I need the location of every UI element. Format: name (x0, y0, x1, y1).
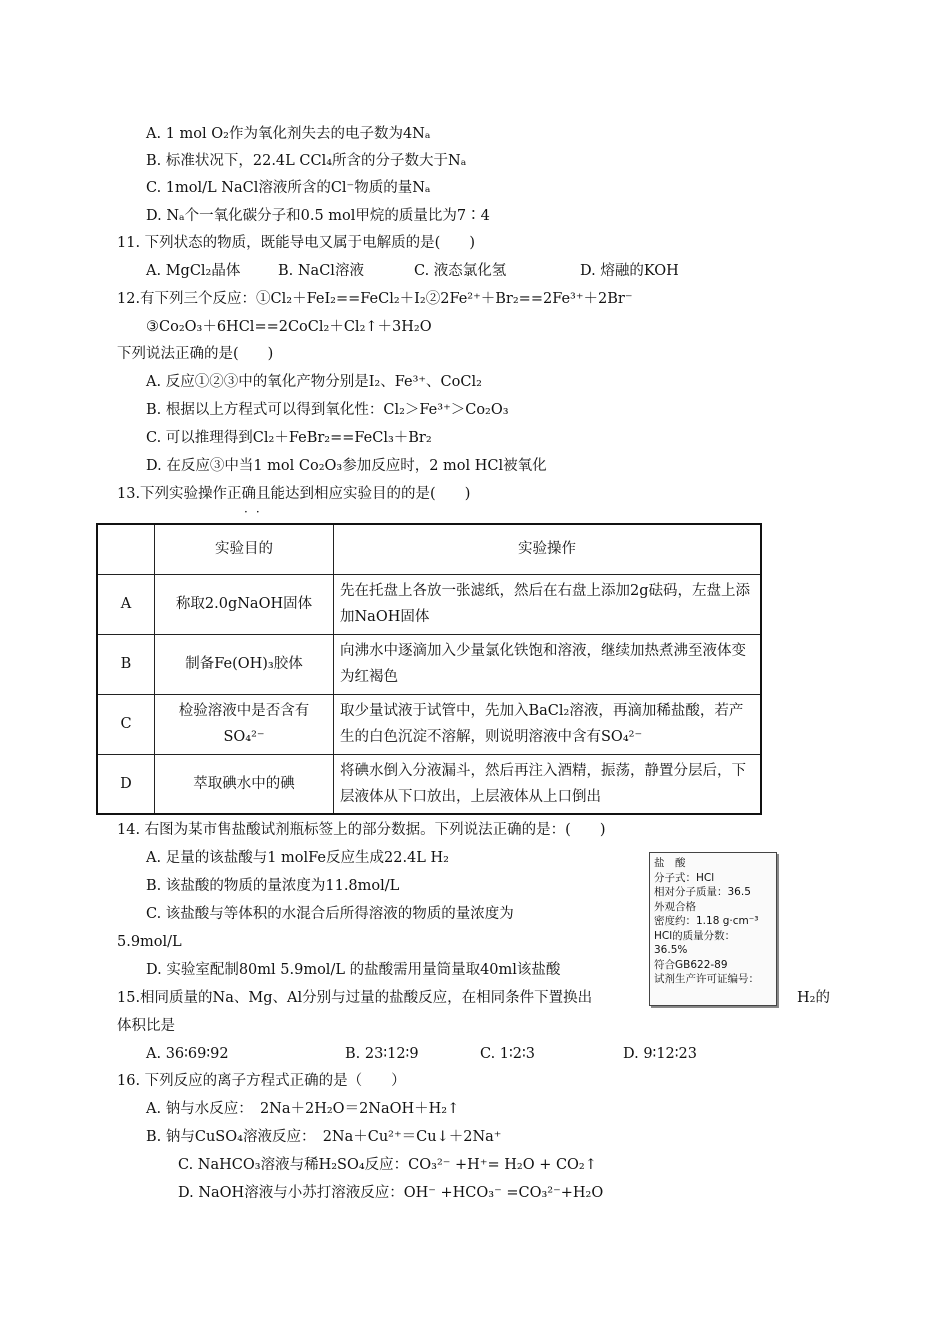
table-header-cell (97, 524, 155, 574)
table-row-operation: 向沸水中逐滴加入少量氯化铁饱和溶液，继续加热煮沸至液体变为红褐色 (334, 634, 762, 694)
label-line: 试剂生产许可证编号： (654, 973, 759, 985)
q12-option-a: A. 反应①②③中的氧化产物分别是I₂、Fe³⁺、CoCl₂ (146, 374, 482, 390)
q11-option-c: C. 液态氯化氢 (414, 263, 507, 279)
table-row (97, 574, 761, 634)
table-row-operation: 将碘水倒入分液漏斗，然后再注入酒精，振荡，静置分层后，下层液体从下口放出，上层液体从上口倒出 (334, 754, 762, 814)
table-header-operation: 实验操作 (334, 524, 762, 574)
table-row-purpose: 称取2.0gNaOH固体 (155, 574, 334, 634)
table-row-key: C (97, 694, 155, 754)
q10-option-b: B. 标准状况下，22.4L CCl₄所含的分子数大于Nₐ (146, 153, 467, 169)
label-line: 36.5% (654, 944, 688, 956)
table-row-operation: 取少量试液于试管中，先加入BaCl₂溶液，再滴加稀盐酸，若产生的白色沉淀不溶解，则说明溶液中含有SO₄²⁻ (334, 694, 762, 754)
emphasis-dots: ·· (244, 505, 268, 519)
q15-option-c: C. 1∶2∶3 (480, 1046, 536, 1062)
table-row-operation: 先在托盘上各放一张滤纸，然后在右盘上添加2g砝码，左盘上添加NaOH固体 (334, 574, 762, 634)
table-row (97, 634, 761, 694)
q16-option-d: D. NaOH溶液与小苏打溶液反应：OH⁻ +HCO₃⁻ =CO₃²⁻+H₂O (178, 1185, 604, 1201)
q14-option-d: D. 实验室配制80ml 5.9mol/L 的盐酸需用量筒量取40ml该盐酸 (146, 962, 561, 978)
q11-stem: 11. 下列状态的物质，既能导电又属于电解质的是( ) (117, 235, 475, 251)
table-row-key: A (97, 574, 155, 634)
q16-stem: 16. 下列反应的离子方程式正确的是（ ） (117, 1073, 406, 1089)
q14-option-a: A. 足量的该盐酸与1 molFe反应生成22.4L H₂ (146, 850, 449, 866)
q13-stem: 13.下列实验操作正确且能达到相应实验目的的是( ) (117, 486, 471, 502)
q11-option-b: B. NaCl溶液 (278, 263, 364, 279)
label-line: 符合GB622-89 (654, 958, 728, 971)
reagent-label-image (649, 852, 777, 1006)
q16-option-c: C. NaHCO₃溶液与稀H₂SO₄反应：CO₃²⁻ +H⁺= H₂O + CO₂↑ (178, 1157, 597, 1173)
table-row-purpose: 制备Fe(OH)₃胶体 (155, 634, 334, 694)
label-line: 盐 酸 (654, 857, 686, 869)
q12-option-b: B. 根据以上方程式可以得到氧化性：Cl₂＞Fe³⁺＞Co₂O₃ (146, 402, 509, 418)
q11-option-d: D. 熔融的KOH (580, 263, 679, 279)
q12-prompt: 下列说法正确的是( ) (117, 346, 274, 362)
q14-option-c: C. 该盐酸与等体积的水混合后所得溶液的物质的量浓度为 (146, 906, 514, 922)
q10-option-d: D. Nₐ个一氧化碳分子和0.5 mol甲烷的质量比为7∶4 (146, 208, 490, 224)
q10-option-c: C. 1mol/L NaCl溶液所含的Cl⁻物质的量Nₐ (146, 180, 431, 196)
q15-option-b: B. 23∶12∶9 (345, 1046, 419, 1062)
q11-option-a: A. MgCl₂晶体 (146, 263, 241, 279)
table-row-key: D (97, 754, 155, 814)
q12-option-d: D. 在反应③中当1 mol Co₂O₃参加反应时，2 mol HCl被氧化 (146, 458, 547, 474)
table-row (97, 754, 761, 814)
table-header-row (97, 524, 761, 574)
q15-option-a: A. 36∶69∶92 (146, 1046, 229, 1062)
table-header-purpose: 实验目的 (155, 524, 334, 574)
q16-option-b: B. 钠与CuSO₄溶液反应： 2Na＋Cu²⁺＝Cu↓＋2Na⁺ (146, 1129, 502, 1145)
label-line: 分子式：HCl (654, 871, 715, 884)
q15-stem-tail: H₂的 (797, 990, 830, 1006)
q10-option-a: A. 1 mol O₂作为氧化剂失去的电子数为4Nₐ (146, 126, 431, 142)
table-row-key: B (97, 634, 155, 694)
q16-option-a: A. 钠与水反应： 2Na＋2H₂O＝2NaOH＋H₂↑ (146, 1101, 460, 1117)
q12-stem-line2: ③Co₂O₃＋6HCl==2CoCl₂＋Cl₂↑＋3H₂O (146, 319, 432, 335)
q14-option-b: B. 该盐酸的物质的量浓度为11.8mol/L (146, 878, 400, 894)
label-line: 相对分子质量：36.5 (654, 886, 751, 898)
table-row-purpose: 检验溶液中是否含有SO₄²⁻ (155, 694, 334, 754)
q14-stem: 14. 右图为某市售盐酸试剂瓶标签上的部分数据。下列说法正确的是：( ) (117, 822, 606, 838)
q12-option-c: C. 可以推理得到Cl₂＋FeBr₂==FeCl₃＋Br₂ (146, 430, 432, 446)
q15-stem-line2: 体积比是 (117, 1018, 175, 1034)
q14-option-c-cont: 5.9mol/L (117, 934, 182, 950)
label-line: HCl的质量分数： (654, 929, 736, 942)
label-line: 外观合格 (654, 900, 696, 913)
table-row-purpose: 萃取碘水中的碘 (155, 754, 334, 814)
experiment-table (96, 523, 762, 815)
q12-stem: 12.有下列三个反应：①Cl₂＋FeI₂==FeCl₂＋I₂②2Fe²⁺＋Br₂==2Fe³⁺＋2Br⁻ (117, 291, 633, 307)
table-row (97, 694, 761, 754)
q15-option-d: D. 9∶12∶23 (623, 1046, 698, 1062)
label-line: 密度约：1.18 g·cm⁻³ (654, 915, 759, 927)
q15-stem: 15.相同质量的Na、Mg、Al分别与过量的盐酸反应，在相同条件下置换出 (117, 990, 593, 1006)
